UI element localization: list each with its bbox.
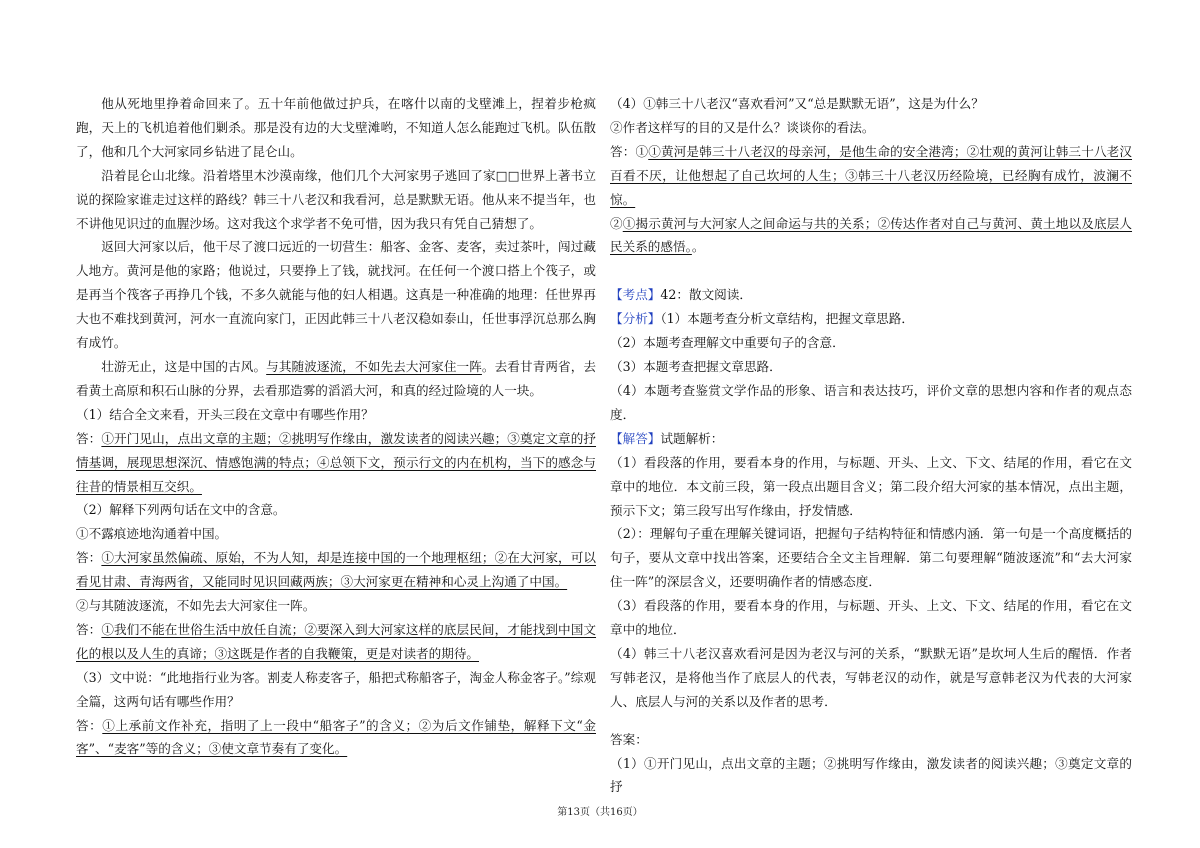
text-run: 。去看甘青两省，去看黄土高原和积石山脉的分界，去看那造雾的滔滔大河，和真的经过险境的人一块。 xyxy=(76,358,597,398)
text-run: 。 xyxy=(691,239,705,255)
kaodian-line xyxy=(610,283,1132,307)
solution-4: （4）韩三十八老汉喜欢看河是因为老汉与河的关系，“默默无语”是坎坷人生后的醒悟．作者写韩老汉，是将他当作了底层人的代表，写韩老汉的动作，就是写意韩老汉为代表的大河家人、底层人与河的关系以及作者的思考． xyxy=(610,645,1132,709)
answer-text: ①黄河是韩三十八老汉的母亲河，是他生命的安全港湾；②壮观的黄河让韩三十八老汉百看不厌，让他想起了自己坎坷的人生；③韩三十八老汉历经险境，已经胸有成竹，波澜不惊。 xyxy=(610,143,1133,207)
answer-summary-1: （1）①开门见山，点出文章的主题；②挑明写作缘由，激发读者的阅读兴趣；③奠定文章的抒 xyxy=(610,755,1132,795)
question-4-part-2: ②作者这样写的目的又是什么？谈谈你的看法。 xyxy=(610,119,875,135)
answer-text: ①大河家虽然偏疏、原始，不为人知，却是连接中国的一个地理枢纽；②在大河家，可以看见甘肃、青海两省，又能同时见识回藏两族；③大河家更在精神和心灵上沟通了中国。 xyxy=(76,550,597,590)
answer-label: 答案： xyxy=(610,731,648,747)
answer-text: ①我们不能在世俗生活中放任自流；②要深入到大河家这样的底层民间，才能找到中国文化的根以及人生的真谛；③这既是作者的自我鞭策，更是对读者的期待。 xyxy=(76,621,597,661)
kaodian-text: 42：散文阅读． xyxy=(660,287,752,303)
solution-3: （3）看段落的作用，要看本身的作用，与标题、开头、上文、下文、结尾的作用，看它在文章中的地位． xyxy=(610,598,1132,638)
question-4: （4）①韩三十八老汉“喜欢看河”又“总是默默无语”，这是为什么？ xyxy=(610,96,984,111)
jieda-line xyxy=(610,427,1132,451)
solution-1: （1）看段落的作用，要看本身的作用，与标题、开头、上文、下文、结尾的作用，看它在文章中的地位．本文前三段，第一段点出题目含义；第二段介绍大河家的基本情况，点出主题，预示下文；第三段写出写作缘由，抒发情感． xyxy=(610,454,1132,518)
answer-prefix: 答： xyxy=(76,621,102,637)
answer-prefix: 答：① xyxy=(610,143,649,159)
answer-prefix: 答： xyxy=(76,430,102,446)
passage-paragraph xyxy=(76,355,596,403)
passage-paragraph: 沿着昆仑山北缘。沿着塔里木沙漠南缘，他们几个大河家男子逃回了家□□世界上著书立说的探险家谁走过这样的路线？韩三十八老汉和我看河，总是默默无语。他从来不提当年，也不讲他见识过的血腥沙场。这对我这个求学者不免可惜，因为我只有凭自己猜想了。 xyxy=(76,167,596,231)
answer-4-2 xyxy=(610,212,1132,260)
answer-3 xyxy=(76,714,596,762)
question-1: （1）结合全文来看，开头三段在文章中有哪些作用？ xyxy=(76,406,374,422)
answer-1 xyxy=(76,427,596,499)
question-2-sentence-1: ①不露痕迹地沟通着中国。 xyxy=(76,526,228,542)
fenxi-line xyxy=(610,307,1132,331)
jieda-label: 【解答】 xyxy=(610,430,661,446)
spacer xyxy=(610,259,1132,283)
answer-text: ①上承前文作补充，指明了上一段中“船客子”的含义；②为后文作铺垫，解释下文“金客”、“麦客”等的含义；③使文章节奏有了变化。 xyxy=(76,717,596,757)
underlined-sentence: 与其随波逐流，不如先去大河家住一阵 xyxy=(266,358,482,374)
spacer xyxy=(610,714,1132,728)
question-2: （2）解释下列两句话在文中的含意。 xyxy=(76,502,286,518)
right-column xyxy=(610,92,1132,799)
fenxi-text: （1）本题考查分析文章结构，把握文章思路． xyxy=(660,311,914,327)
fenxi-item: （4）本题考查鉴赏文学作品的形象、语言和表达技巧，评价文章的思想内容和作者的观点态度． xyxy=(610,382,1132,422)
fenxi-item: （3）本题考查把握文章思路． xyxy=(610,359,782,375)
page-footer: 第13页（共16页） xyxy=(557,807,643,818)
left-column xyxy=(76,92,596,761)
kaodian-label: 【考点】 xyxy=(610,287,661,303)
answer-prefix: 答： xyxy=(76,717,103,733)
answer-text: ①开门见山，点出文章的主题；②挑明写作缘由，激发读者的阅读兴趣；③奠定文章的抒情基调，展现思想深沉、情感饱满的特点；④总领下文，预示行文的内在机构，当下的感念与往昔的情景相互交织。 xyxy=(76,430,597,494)
question-2-sentence-2: ②与其随波逐流，不如先去大河家住一阵。 xyxy=(76,598,316,614)
answer-prefix: ② xyxy=(610,215,623,231)
solution-2: （2）：理解句子重在理解关键词语，把握句子结构特征和情感内涵．第一句是一个高度概括的句子，要从文章中找出答案，还要结合全文主旨理解．第二句要理解“随波逐流”和“去大河家住一阵”的深层含义，还要明确作者的情感态度． xyxy=(610,526,1132,590)
answer-prefix: 答： xyxy=(76,550,102,566)
passage-paragraph: 返回大河家以后，他干尽了渡口远近的一切营生：船客、金客、麦客，卖过茶叶，闯过藏人地方。黄河是他的家路；他说过，只要挣上了钱，就找河。在任何一个渡口搭上个筏子，或是再当个筏客子再挣几个钱，不多久就能与他的妇人相遇。这真是一种准确的地理：任世界再大也不难找到黄河，河水一直流向家门，正因此韩三十八老汉稳如泰山，任世事浮沉总那么胸有成竹。 xyxy=(76,239,596,351)
answer-text: ①揭示黄河与大河家人之间命运与共的关系；②传达作者对自己与黄河、黄土地以及底层人民关系的感悟。 xyxy=(610,215,1133,255)
passage-paragraph: 他从死地里挣着命回来了。五十年前他做过护兵，在喀什以南的戈壁滩上，捏着步枪疯跑，天上的飞机追着他们剿杀。那是没有边的大戈壁滩哟，不知道人怎么能跑过飞机。队伍散了，他和几个大河家同乡钻进了昆仑山。 xyxy=(76,96,596,159)
jieda-text: 试题解析： xyxy=(660,430,724,446)
text-run: 壮游无止，这是中国的古风。 xyxy=(101,358,267,374)
question-3: （3）文中说：“此地指行业为客。割麦人称麦客子，船把式称船客子，淘金人称金客子。”综观全篇，这两句话有哪些作用？ xyxy=(76,669,596,709)
answer-4-1 xyxy=(610,140,1132,212)
answer-2-2 xyxy=(76,618,596,666)
fenxi-item: （2）本题考查理解文中重要句子的含意． xyxy=(610,335,845,351)
answer-2-1 xyxy=(76,546,596,594)
fenxi-label: 【分析】 xyxy=(610,311,661,327)
